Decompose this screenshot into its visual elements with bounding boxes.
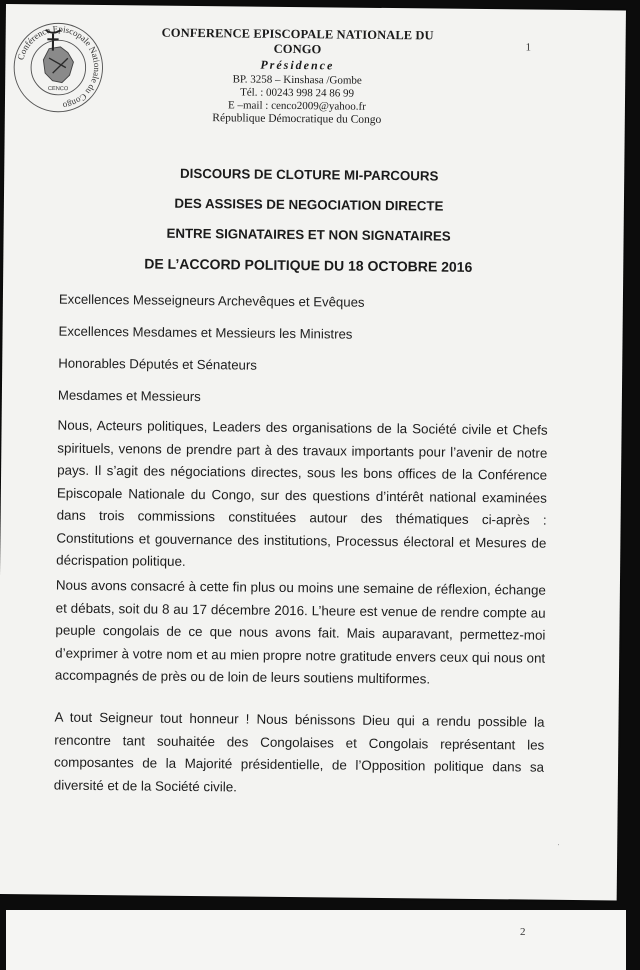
seal-ring-text: Conférence Episcopale Nationale du Congo [15, 23, 103, 111]
salutation-line: Excellences Messeigneurs Archevêques et Evêques [58, 291, 365, 310]
letterhead-email: E –mail : cenco2009@yahoo.fr [227, 99, 366, 113]
letterhead-phone: Tél. : 00243 998 24 86 99 [240, 86, 355, 100]
paragraph: Nous avons consacré à cette fin plus ou moins une semaine de réflexion, échange et débats, soit du 8 au 17 décembre 2016. L’heure est venue de rendre compte au peuple congolais de ce que nous avons fait. Mais auparavant, permettez-moi d’exprimer à votre nom et au mien propre notre gratitude envers ceux qui nous ont accompagnés de près ou de loin de leurs soutiens multiformes. [54, 577, 546, 687]
letterhead [137, 25, 458, 126]
paragraph: A tout Seigneur tout honneur ! Nous bénissons Dieu qui a rendu possible la rencontre tant souhaitée des Congolaises et Congolais représentant les composantes de la Majorité présidentielle, de l’Opposition politique dans sa diversité et de la Société civile. [53, 709, 545, 794]
page-number: 2 [520, 926, 526, 938]
scan-speck: · [557, 839, 560, 849]
title-line: DE L’ACCORD POLITIQUE DU 18 OCTOBRE 2016 [144, 255, 473, 275]
cenco-seal-logo [11, 20, 106, 115]
letterhead-country: République Démocratique du Congo [212, 112, 382, 126]
salutations [58, 292, 559, 425]
page-number: 1 [525, 41, 532, 54]
letterhead-office: Présidence [260, 57, 335, 73]
speech-title [123, 165, 494, 290]
document-page-2 [6, 910, 626, 970]
title-line: DES ASSISES DE NEGOCIATION DIRECTE [174, 195, 444, 214]
salutation-line: Excellences Mesdames et Messieurs les Ministres [58, 323, 353, 342]
letterhead-organization: CONFERENCE EPISCOPALE NATIONALE DU CONGO [161, 25, 434, 57]
title-line: DISCOURS DE CLOTURE MI-PARCOURS [180, 165, 439, 184]
document-page-1 [0, 4, 626, 900]
seal-inner-text: CENCO [47, 86, 69, 93]
salutation-line: Mesdames et Messieurs [57, 387, 201, 405]
title-line: ENTRE SIGNATAIRES ET NON SIGNATAIRES [166, 225, 451, 244]
letterhead-address: BP. 3258 – Kinshasa /Gombe [232, 73, 362, 87]
paragraph: Nous, Acteurs politiques, Leaders des organisations de la Société civile et Chefs spirituels, venons de prendre part à des travaux importants pour l’avenir de notre pays. Il s’agit des négociations directes, sous les bons offices de la Conférence Episcopale Nationale du Congo, sur des questions d’intérêt national examinées dans trois commissions constituées autour des thématiques ci-après : Constitutions et gouvernance des institutions, Processus électoral et Mesures de décrispation politique. [56, 417, 548, 569]
salutation-line: Honorables Députés et Sénateurs [58, 355, 257, 373]
